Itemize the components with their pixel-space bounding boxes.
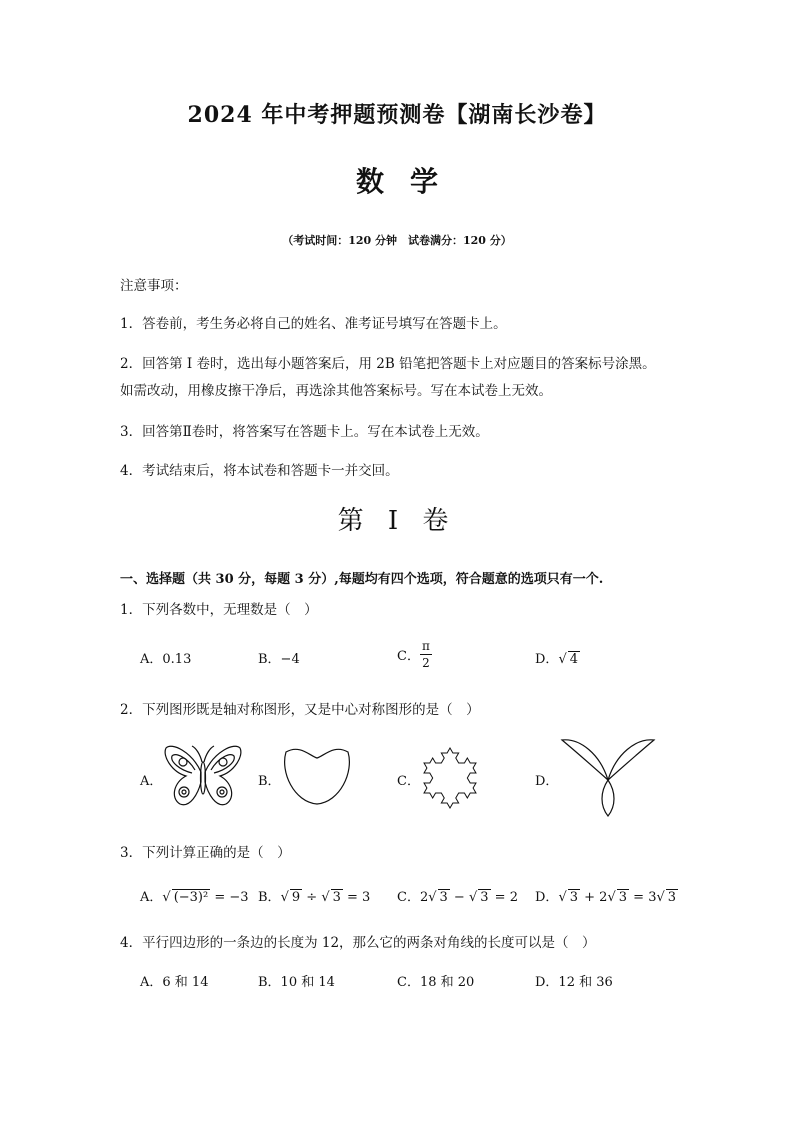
volume-title: 第 I 卷	[337, 506, 457, 536]
note-item: 4．考试结束后，将本试卷和答题卡一并交回。	[120, 463, 399, 479]
note-item: 3．回答第Ⅱ卷时，将答案写在答题卡上。写在本试卷上无效。	[120, 424, 489, 440]
notes-heading: 注意事项：	[120, 278, 188, 294]
question-3-stem: 3．下列计算正确的是（ ）	[120, 845, 291, 861]
q1-option-b: B．−4	[258, 652, 300, 667]
note-item: 如需改动，用橡皮擦干净后，再选涂其他答案标号。写在本试卷上无效。	[120, 383, 552, 399]
note-item: 2．回答第 I 卷时，选出每小题答案后，用 2B 铅笔把答题卡上对应题目的答案标号涂黑。	[120, 356, 656, 372]
butterfly-figure	[162, 742, 244, 810]
heart-figure	[282, 746, 352, 808]
q4-option-c: C．18 和 20	[397, 975, 475, 990]
question-1-stem: 1．下列各数中，无理数是（ ）	[120, 602, 318, 618]
q4-option-d: D．12 和 36	[535, 975, 613, 990]
snowflake-figure	[414, 740, 486, 812]
q3-option-c: C．2√ 3 − √ 3 = 2	[397, 890, 518, 905]
q4-option-a: A．6 和 14	[140, 975, 209, 990]
note-item: 1．答卷前，考生务必将自己的姓名、准考证号填写在答题卡上。	[120, 316, 507, 332]
q3-option-b: B．√ 9 ÷ √ 3 = 3	[258, 890, 371, 905]
page-title: 2024 年中考押题预测卷【湖南长沙卷】	[187, 102, 607, 128]
q3-option-d: D．√ 3 + 2√ 3 = 3√ 3	[535, 890, 677, 905]
q4-option-b: B．10 和 14	[258, 975, 335, 990]
q2-option-c: C．	[397, 774, 420, 789]
section-heading: 一、选择题（共 30 分，每题 3 分）,每题均有四个选项，符合题意的选项只有一个.	[120, 572, 604, 587]
subject-title: 数学	[355, 165, 464, 198]
fraction-numerator: π	[421, 639, 430, 653]
question-4-stem: 4．平行四边形的一条边的长度为 12，那么它的两条对角线的长度可以是（ ）	[120, 935, 596, 951]
q1-option-c: C． $\frac{\pi}{2}$	[397, 639, 430, 670]
fraction-denominator: 2	[422, 656, 430, 670]
q2-option-a: A．	[140, 774, 163, 789]
q2-option-d: D．	[535, 774, 559, 789]
trefoil-figure	[560, 736, 656, 818]
q1-option-a: A．0.13	[140, 652, 192, 667]
q1-option-d: D．√ 4	[535, 652, 579, 667]
q2-option-b: B．	[258, 774, 281, 789]
exam-info: （考试时间：120 分钟 试卷满分：120 分）	[282, 234, 512, 247]
q3-option-a: A．√ (−3)² = −3	[140, 890, 249, 905]
question-2-stem: 2．下列图形既是轴对称图形，又是中心对称图形的是（ ）	[120, 702, 480, 718]
